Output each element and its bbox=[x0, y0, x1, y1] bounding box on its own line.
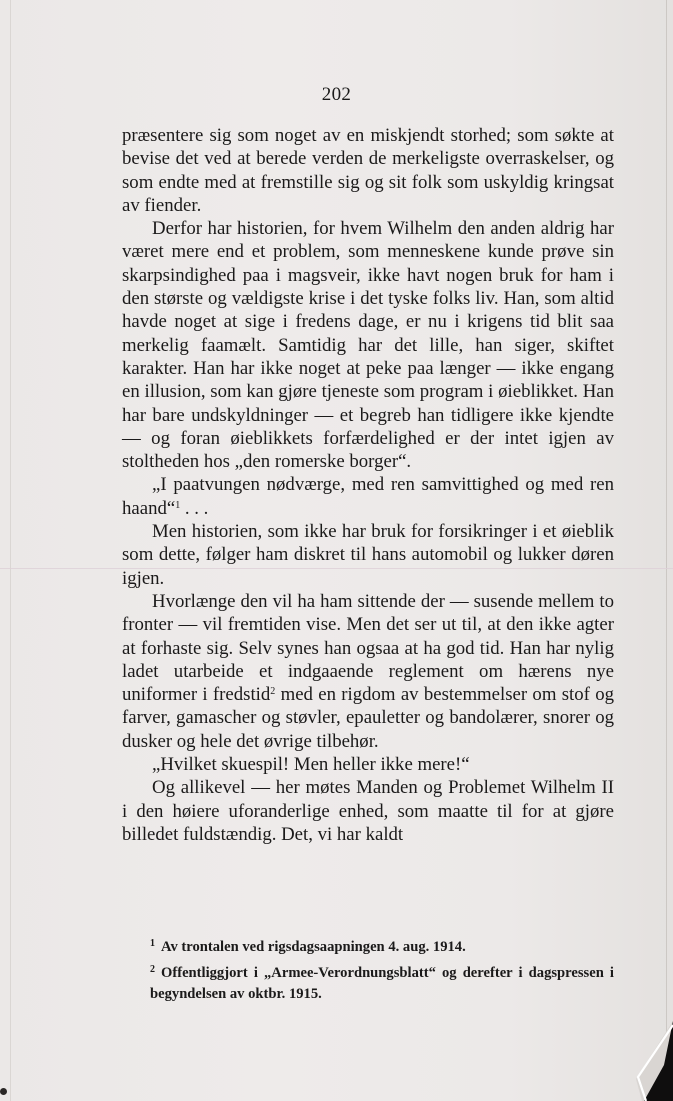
page-edge-left bbox=[10, 0, 11, 1101]
footnote-1 bbox=[150, 933, 614, 959]
footnote-2 bbox=[150, 959, 614, 1006]
page-curl-icon bbox=[628, 1021, 673, 1101]
page-edge-right bbox=[666, 0, 667, 1101]
scan-mark-dot bbox=[0, 1088, 7, 1095]
paragraph-text: Og allikevel — her møtes Manden og Problemet Wilhelm II i den høiere uforanderlige enhed, som maatte til for at gjøre billedet fuldstændig. Det, vi har kaldt bbox=[122, 777, 614, 845]
footnote-number: 2 bbox=[150, 963, 155, 975]
paragraph-5 bbox=[122, 590, 614, 753]
page-number: 202 bbox=[321, 84, 352, 105]
paragraph-3 bbox=[122, 473, 614, 520]
body-text bbox=[122, 124, 614, 846]
paragraph-1 bbox=[122, 124, 614, 217]
paragraph-text-after: med en rigdom av bestemmelser om stof og farver, gamascher og støvler, epauletter og bandolærer, snorer og dusker og hele det øvrige tilbehør. bbox=[122, 684, 614, 752]
footnote-text: Offentliggjort i „Armee-Verordnungsblatt“ og derefter i dagspressen i begyndelsen av oktbr. 1915. bbox=[150, 964, 614, 1002]
paragraph-2 bbox=[122, 217, 614, 473]
footnotes bbox=[150, 933, 614, 1006]
paragraph-7 bbox=[122, 776, 614, 846]
footnote-number: 1 bbox=[150, 938, 155, 949]
paragraph-text: præsentere sig som noget av en miskjendt storhed; som søkte at bevise det ved at berede verden de merkeligste overraskelser, og som endte med at fremstille sig og sit folk som uskyldig kringsat av fiender. bbox=[122, 125, 614, 216]
footnote-text: Av trontalen ved rigsdagsaapningen 4. aug. 1914. bbox=[161, 939, 466, 955]
paragraph-text: „I paatvungen nødværge, med ren samvittighed og med ren haand“ bbox=[122, 474, 614, 519]
paragraph-text-after: . . . bbox=[180, 497, 209, 519]
paragraph-text: „Hvilket skuespil! Men heller ikke mere!“ bbox=[152, 754, 470, 776]
footnote-ref-2: 2 bbox=[270, 686, 276, 698]
paragraph-text: Men historien, som ikke har bruk for forsikringer i et øieblik som dette, følger ham diskret til hans automobil og lukker døren igjen. bbox=[122, 521, 614, 589]
footnote-ref-1: 1 bbox=[175, 499, 181, 511]
paragraph-text: Derfor har historien, for hvem Wilhelm den anden aldrig har været mere end et problem, som menneskene kunde prøve sin skarpsindighed paa i magsveir, ikke havt nogen bruk for ham i den største og vældigste krise i det tyske folks liv. Han, som altid havde noget at sige i fredens dage, er nu i krigens tid blit saa merkelig faamælt. Samtidig har det lille, han siger, skiftet karakter. Han har ikke noget at peke paa længer — ikke engang en illusion, som kan gjøre tjeneste som program i øieblikket. Han har bare undskyldninger — et begreb han tidligere ikke kjendte — og foran øieblikkets forfærdelighed er der intet igjen av stoltheden hos „den romerske borger“. bbox=[122, 218, 614, 473]
paragraph-6 bbox=[122, 753, 614, 776]
paragraph-text: Hvorlænge den vil ha ham sittende der — susende mellem to fronter — vil fremtiden vise. Men det ser ut til, at den ikke agter at forhaste sig. Selv synes han ogsaa at ha god tid. Han har nylig ladet utarbeide et indgaaende reglement om hærens nye uniformer i fredstid bbox=[122, 590, 614, 706]
paragraph-4 bbox=[122, 520, 614, 590]
